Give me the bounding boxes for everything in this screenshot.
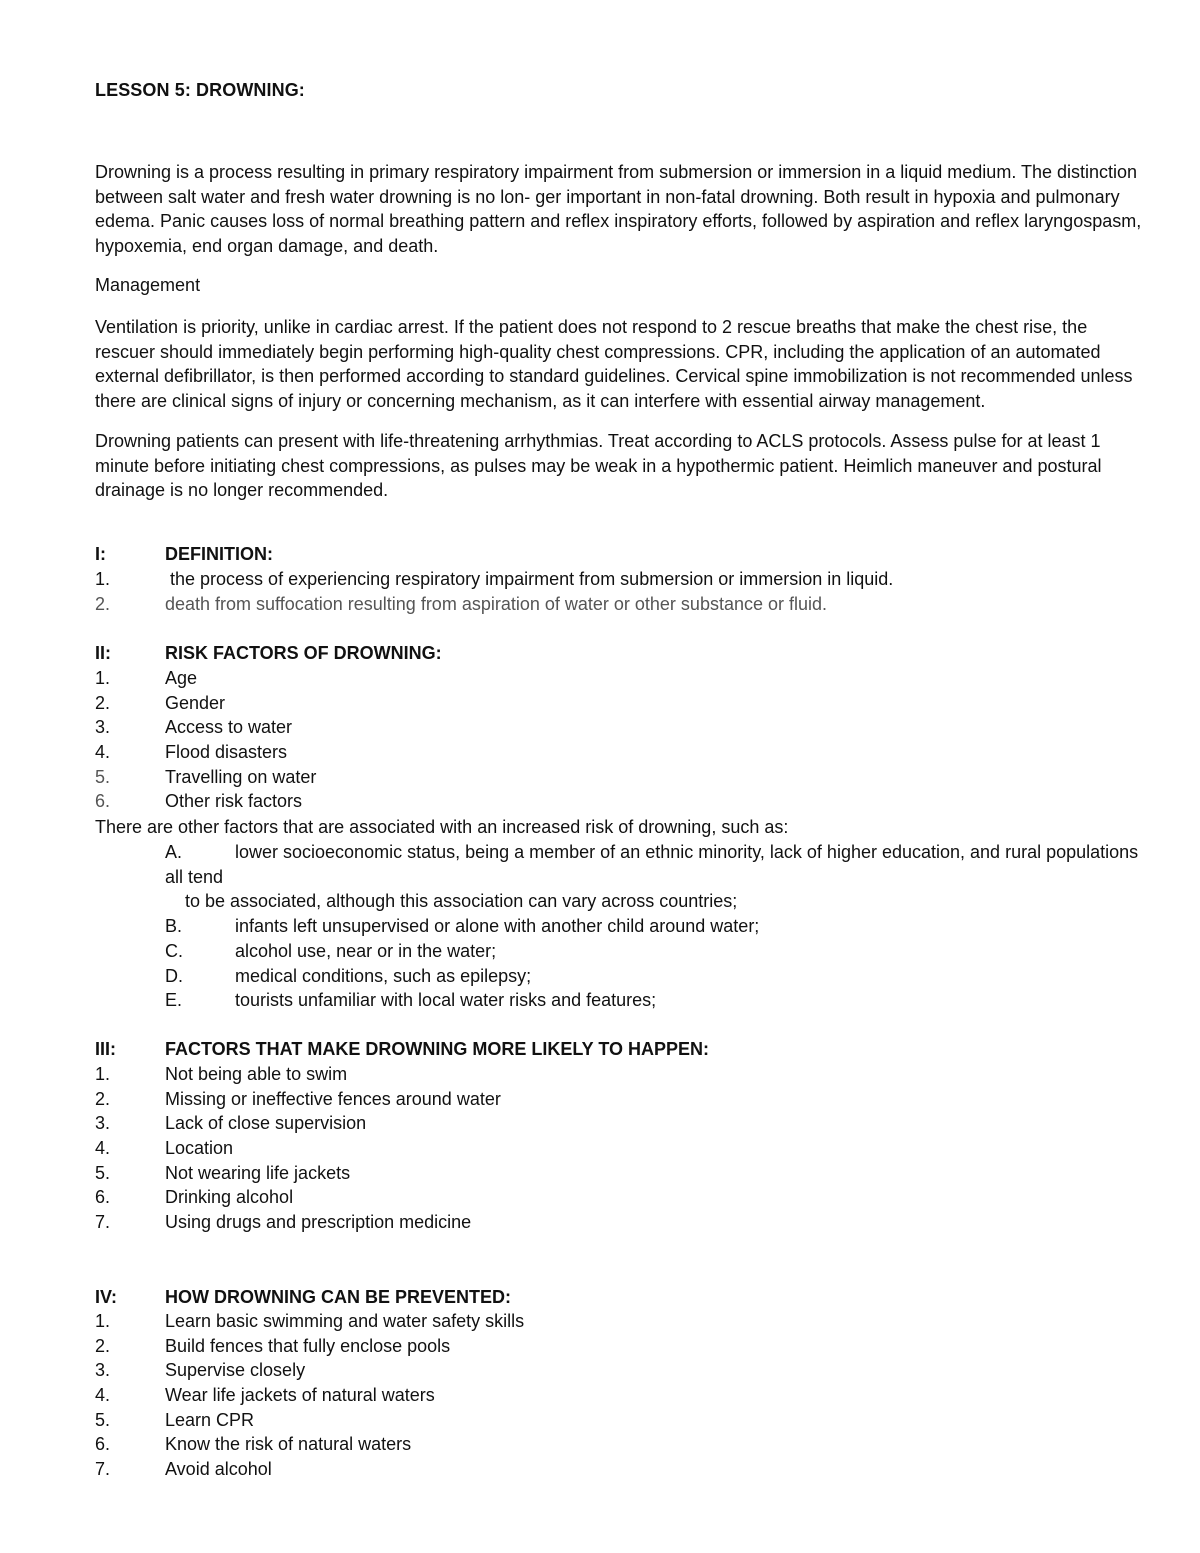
section-heading-definition bbox=[95, 542, 273, 567]
section-title: RISK FACTORS OF DROWNING: bbox=[165, 643, 442, 663]
sub-list-item bbox=[165, 988, 1145, 1013]
prevention-list bbox=[95, 1309, 524, 1482]
item-text: infants left unsupervised or alone with another child around water; bbox=[235, 916, 760, 937]
section-number: II: bbox=[95, 643, 111, 663]
section-number: III: bbox=[95, 1039, 116, 1059]
section-title: FACTORS THAT MAKE DROWNING MORE LIKELY TO HAPPEN: bbox=[165, 1039, 710, 1059]
item-number: 2. bbox=[95, 1088, 111, 1109]
item-number: 1. bbox=[95, 1064, 111, 1084]
item-text: Drinking alcohol bbox=[165, 1187, 294, 1208]
list-item bbox=[95, 1408, 524, 1433]
item-text: Location bbox=[165, 1138, 234, 1159]
definition-list bbox=[95, 567, 893, 616]
list-item bbox=[95, 592, 893, 617]
management-paragraph-2: Drowning patients can present with life-threatening arrhythmias. Treat according to ACLS protocols. Assess pulse for at least 1 minute before initiating chest compressions, as pulses may be weak in a hypothermic patient. Heimlich maneuver and postural drainage is no longer recommended. bbox=[95, 431, 1102, 501]
item-text: Know the risk of natural waters bbox=[165, 1434, 412, 1455]
likely-factors-list bbox=[95, 1062, 501, 1235]
list-item bbox=[95, 1383, 524, 1408]
item-number: 6. bbox=[95, 1434, 111, 1455]
list-item bbox=[95, 715, 316, 740]
section-heading-prevention bbox=[95, 1285, 511, 1310]
list-item bbox=[95, 1111, 501, 1136]
item-text: Learn CPR bbox=[165, 1409, 255, 1430]
item-number: 6. bbox=[95, 791, 111, 812]
list-item bbox=[95, 1432, 524, 1457]
item-text: the process of experiencing respiratory impairment from submersion or immersion in liquid. bbox=[165, 569, 894, 589]
item-number: 1. bbox=[95, 668, 111, 688]
list-item bbox=[95, 567, 893, 592]
item-number: 2. bbox=[95, 692, 111, 713]
other-factors-list bbox=[165, 840, 1145, 1013]
item-text: Access to water bbox=[165, 717, 293, 738]
item-number: 5. bbox=[95, 1162, 111, 1183]
section-number: I: bbox=[95, 544, 106, 564]
sub-list-item bbox=[165, 914, 1145, 939]
item-text: Wear life jackets of natural waters bbox=[165, 1385, 435, 1406]
list-item bbox=[95, 1062, 501, 1087]
list-item bbox=[95, 666, 316, 691]
management-paragraph-1: Ventilation is priority, unlike in cardiac arrest. If the patient does not respond to 2 rescue breaths that make the chest rise, the rescuer should immediately begin performing high-quality chest compressions. CPR, including the application of an automated external defibrillator, is then performed according to standard guidelines. Cervical spine immobilization is not recommended unless there are clinical signs of injury or concerning mechanism, as it can interfere with essential airway management. bbox=[95, 317, 1133, 411]
item-number: 3. bbox=[95, 1113, 111, 1134]
risk-factors-list bbox=[95, 666, 316, 814]
item-text: Avoid alcohol bbox=[165, 1459, 272, 1480]
list-item bbox=[95, 1457, 524, 1482]
management-label: Management bbox=[95, 275, 201, 295]
item-text: Lack of close supervision bbox=[165, 1113, 367, 1134]
item-number: 2. bbox=[95, 593, 111, 614]
item-text: Using drugs and prescription medicine bbox=[165, 1212, 472, 1233]
list-item bbox=[95, 1309, 524, 1334]
item-text: Not wearing life jackets bbox=[165, 1162, 351, 1183]
list-item bbox=[95, 1136, 501, 1161]
item-number: 5. bbox=[95, 766, 111, 787]
item-text: Not being able to swim bbox=[165, 1064, 348, 1084]
item-number: 4. bbox=[95, 1385, 111, 1406]
item-text: lower socioeconomic status, being a member of an ethnic minority, lack of higher education, and rural populations all tend bbox=[165, 842, 1139, 887]
section-heading-likely-factors bbox=[95, 1037, 709, 1062]
item-number: 1. bbox=[95, 569, 111, 589]
list-item bbox=[95, 1210, 501, 1235]
sub-list-item bbox=[165, 939, 1145, 964]
item-text: Age bbox=[165, 668, 198, 688]
item-text: Flood disasters bbox=[165, 742, 288, 763]
list-item bbox=[95, 1185, 501, 1210]
item-number: 7. bbox=[95, 1459, 111, 1480]
item-letter: A. bbox=[165, 842, 183, 862]
item-text: Build fences that fully enclose pools bbox=[165, 1335, 451, 1356]
section-title: HOW DROWNING CAN BE PREVENTED: bbox=[165, 1287, 511, 1307]
list-item bbox=[95, 1087, 501, 1112]
item-number: 4. bbox=[95, 742, 111, 763]
other-factors-intro: There are other factors that are associated with an increased risk of drowning, such as: bbox=[95, 817, 789, 837]
item-text: death from suffocation resulting from aspiration of water or other substance or fluid. bbox=[165, 593, 828, 614]
item-text: Other risk factors bbox=[165, 791, 303, 812]
item-text: Gender bbox=[165, 692, 226, 713]
sub-list-item bbox=[165, 840, 1145, 914]
list-item bbox=[95, 740, 316, 765]
item-text: Missing or ineffective fences around water bbox=[165, 1088, 501, 1109]
list-item bbox=[95, 765, 316, 790]
item-number: 4. bbox=[95, 1138, 111, 1159]
lesson-title: LESSON 5: DROWNING: bbox=[95, 80, 305, 100]
item-letter: D. bbox=[165, 965, 183, 986]
item-number: 5. bbox=[95, 1409, 111, 1430]
list-item bbox=[95, 1161, 501, 1186]
section-title: DEFINITION: bbox=[165, 544, 273, 564]
item-text: alcohol use, near or in the water; bbox=[235, 940, 497, 961]
item-letter: C. bbox=[165, 940, 183, 961]
section-heading-risk-factors bbox=[95, 641, 442, 666]
item-number: 3. bbox=[95, 1360, 111, 1381]
item-number: 6. bbox=[95, 1187, 111, 1208]
item-number: 3. bbox=[95, 717, 111, 738]
section-number: IV: bbox=[95, 1287, 118, 1307]
item-text: medical conditions, such as epilepsy; bbox=[235, 965, 532, 986]
item-text: Supervise closely bbox=[165, 1360, 306, 1381]
list-item bbox=[95, 691, 316, 716]
item-letter: B. bbox=[165, 916, 183, 937]
item-text: Travelling on water bbox=[165, 766, 317, 787]
list-item bbox=[95, 1358, 524, 1383]
item-text-continued: to be associated, although this association can vary across countries; bbox=[185, 891, 738, 912]
list-item bbox=[95, 1334, 524, 1359]
sub-list-item bbox=[165, 964, 1145, 989]
list-item bbox=[95, 789, 316, 814]
item-text: tourists unfamiliar with local water risks and features; bbox=[235, 990, 657, 1011]
intro-paragraph: Drowning is a process resulting in primary respiratory impairment from submersion or immersion in a liquid medium. The distinction between salt water and fresh water drowning is no lon- ger important in non-fatal drowning. Both result in hypoxia and pulmonary edema. Panic causes loss of normal breathing pattern and reflex inspiratory efforts, followed by aspiration and reflex laryngospasm, hypoxemia, end organ damage, and death. bbox=[95, 162, 1142, 256]
item-letter: E. bbox=[165, 990, 183, 1011]
item-number: 7. bbox=[95, 1212, 111, 1233]
item-number: 1. bbox=[95, 1311, 111, 1331]
item-number: 2. bbox=[95, 1335, 111, 1356]
item-text: Learn basic swimming and water safety skills bbox=[165, 1311, 525, 1331]
